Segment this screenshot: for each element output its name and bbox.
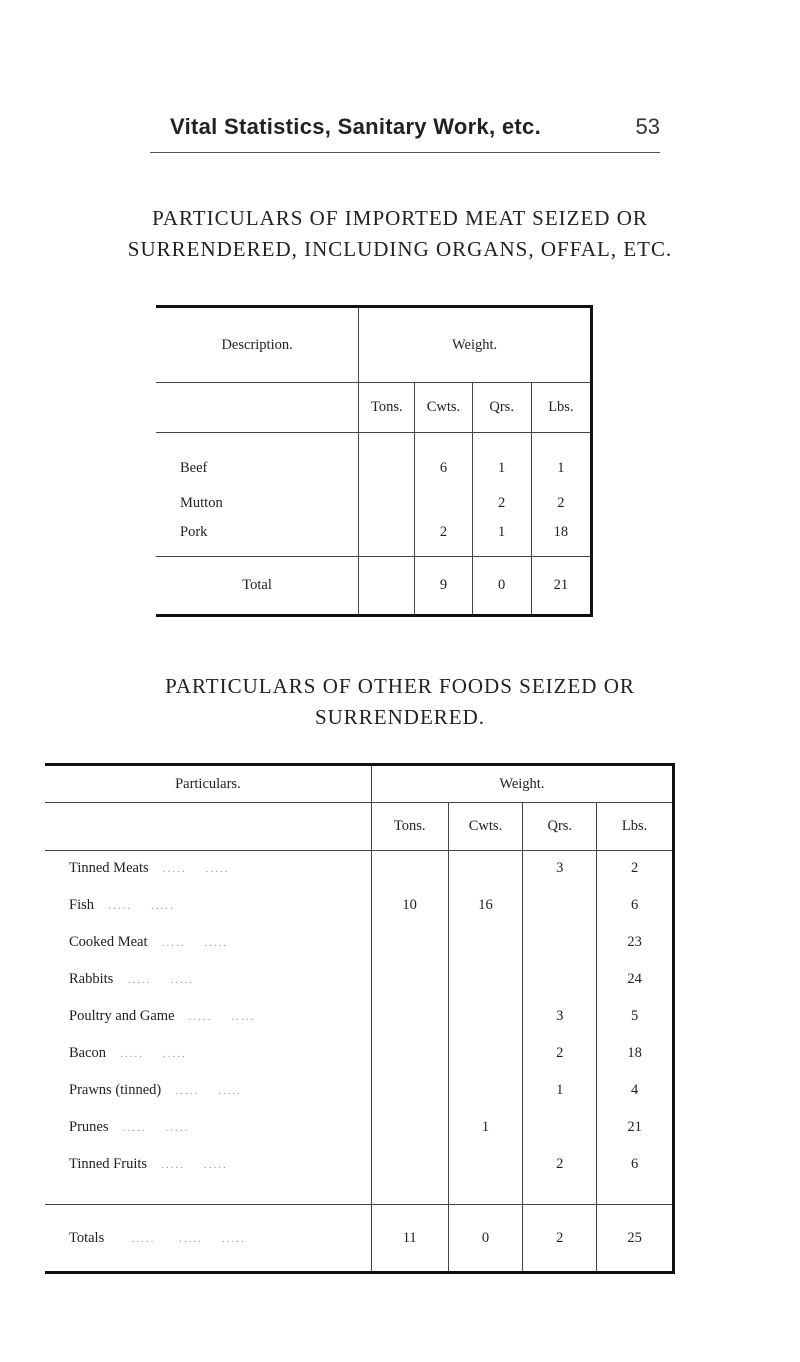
leader-dots: ..... ..... (108, 1121, 190, 1134)
row-particulars: Cooked Meat (69, 933, 148, 950)
table-row (45, 1036, 674, 1073)
table-row (156, 512, 592, 557)
cell-cwts (448, 1147, 523, 1205)
cell-qrs (523, 962, 597, 999)
leader-dots: ..... ..... (106, 1047, 187, 1060)
cell-qrs: 2 (523, 1036, 597, 1073)
header-particulars: Particulars. (175, 775, 241, 792)
cell-cwts (448, 999, 523, 1036)
leader-dots: ..... ..... (161, 1084, 242, 1097)
cell-qrs: 3 (523, 999, 597, 1036)
cell-qrs: 1 (472, 512, 531, 557)
cell-qrs: 3 (523, 851, 597, 888)
cell-cwts (415, 477, 472, 512)
total-cwts: 9 (415, 557, 472, 616)
total-cwts: 0 (448, 1205, 523, 1273)
row-particulars: Tinned Fruits (69, 1155, 148, 1172)
cell-tons (371, 851, 448, 888)
cell-lbs: 18 (531, 512, 591, 557)
unit-cwts: Cwts. (415, 383, 472, 433)
total-lbs: 21 (531, 557, 591, 616)
unit-lbs: Lbs. (531, 383, 591, 433)
row-description: Mutton (180, 494, 223, 511)
table-row (45, 1073, 674, 1110)
cell-qrs (523, 888, 597, 925)
cell-cwts (448, 925, 523, 962)
table-row (45, 925, 674, 962)
table-row (45, 888, 674, 925)
cell-cwts: 2 (415, 512, 472, 557)
cell-lbs: 18 (597, 1036, 674, 1073)
cell-qrs (523, 925, 597, 962)
leader-dots: ..... ..... (147, 1158, 228, 1171)
table-row (45, 851, 674, 888)
total-row (45, 1205, 674, 1273)
header-description: Description. (156, 307, 359, 383)
cell-tons (371, 1110, 448, 1147)
cell-qrs (523, 1110, 597, 1147)
meat-title-line-1: PARTICULARS OF IMPORTED MEAT SEIZED OR (152, 206, 648, 230)
leader-dots: ..... ..... (148, 863, 230, 875)
cell-lbs: 2 (597, 851, 674, 888)
row-particulars: Prunes (69, 1118, 109, 1135)
cell-lbs: 4 (597, 1073, 674, 1110)
cell-cwts (448, 1036, 523, 1073)
cell-tons: 10 (371, 888, 448, 925)
total-label: Total (242, 577, 272, 593)
row-particulars: Fish (69, 896, 94, 913)
cell-lbs: 2 (531, 477, 591, 512)
table-row (156, 477, 592, 512)
cell-lbs: 1 (531, 433, 591, 477)
cell-qrs: 2 (523, 1147, 597, 1205)
table-row (45, 1110, 674, 1147)
table-row (45, 1147, 674, 1205)
other-foods-table (45, 763, 675, 1274)
unit-tons: Tons. (359, 383, 415, 433)
cell-tons (359, 477, 415, 512)
cell-tons (371, 1036, 448, 1073)
cell-cwts: 1 (448, 1110, 523, 1147)
foods-section-title (0, 671, 800, 733)
row-particulars: Tinned Meats (69, 860, 149, 876)
leader-dots: ..... ..... (113, 973, 195, 986)
page-number: 53 (635, 114, 660, 139)
row-particulars: Rabbits (69, 970, 114, 987)
cell-lbs: 6 (597, 1147, 674, 1205)
row-particulars: Poultry and Game (69, 1007, 175, 1024)
leader-dots: ..... ..... (147, 936, 229, 949)
cell-lbs: 24 (597, 962, 674, 999)
cell-tons (371, 962, 448, 999)
table-row (45, 962, 674, 999)
running-header (150, 112, 660, 153)
total-tons: 11 (371, 1205, 448, 1273)
header-blank (156, 383, 359, 433)
imported-meat-table (156, 305, 593, 617)
foods-title-line-1: PARTICULARS OF OTHER FOODS SEIZED OR (165, 674, 635, 698)
cell-lbs: 23 (597, 925, 674, 962)
cell-cwts (448, 1073, 523, 1110)
foods-title-line-2: SURRENDERED. (314, 705, 486, 729)
row-description: Beef (180, 459, 208, 476)
cell-cwts (448, 851, 523, 888)
cell-qrs: 2 (472, 477, 531, 512)
cell-cwts (448, 962, 523, 999)
table-row (45, 999, 674, 1036)
unit-qrs: Qrs. (472, 383, 531, 433)
unit-qrs: Qrs. (523, 803, 597, 851)
cell-tons (371, 925, 448, 962)
meat-title-line-2: SURRENDERED, INCLUDING ORGANS, OFFAL, ETC. (127, 237, 673, 261)
unit-tons: Tons. (371, 803, 448, 851)
cell-tons (371, 1147, 448, 1205)
cell-tons (371, 1073, 448, 1110)
unit-cwts: Cwts. (448, 803, 523, 851)
cell-cwts: 6 (415, 433, 472, 477)
cell-tons (359, 512, 415, 557)
row-particulars: Bacon (69, 1044, 107, 1061)
table-row (156, 433, 592, 477)
cell-lbs: 6 (597, 888, 674, 925)
leader-dots: ..... ..... (94, 899, 175, 912)
header-weight: Weight. (359, 307, 592, 383)
meat-section-title (0, 203, 800, 265)
header-blank (45, 803, 371, 851)
row-description: Pork (180, 523, 208, 540)
cell-lbs: 5 (597, 999, 674, 1036)
cell-qrs: 1 (523, 1073, 597, 1110)
cell-tons (371, 999, 448, 1036)
total-lbs: 25 (597, 1205, 674, 1273)
header-weight: Weight. (371, 765, 673, 803)
running-header-title: Vital Statistics, Sanitary Work, etc. (170, 114, 541, 139)
unit-lbs: Lbs. (597, 803, 674, 851)
total-qrs: 0 (472, 557, 531, 616)
total-qrs: 2 (523, 1205, 597, 1273)
cell-lbs: 21 (597, 1110, 674, 1147)
total-tons (359, 557, 415, 616)
total-label: Totals (69, 1229, 105, 1246)
total-row (156, 557, 592, 616)
leader-dots: ..... ..... ..... (107, 1232, 246, 1245)
leader-dots: ..... ..... (174, 1010, 256, 1023)
cell-cwts: 16 (448, 888, 523, 925)
cell-qrs: 1 (472, 433, 531, 477)
row-particulars: Prawns (tinned) (69, 1081, 162, 1098)
cell-tons (359, 433, 415, 477)
